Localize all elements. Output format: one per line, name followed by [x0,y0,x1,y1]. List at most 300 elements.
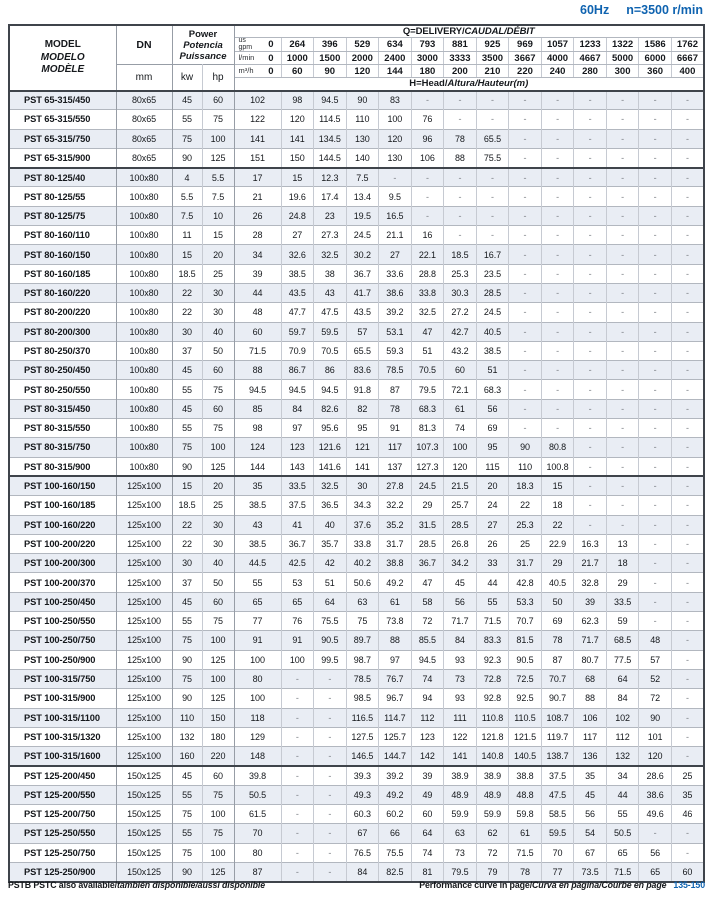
head-value-cell: 100 [444,438,477,457]
head-value-cell: 29 [411,496,444,515]
head-value-cell: - [476,91,509,110]
head-value-cell: 48 [234,303,281,322]
head-value-cell: - [671,361,704,380]
head-value-cell: 36.7 [281,534,314,553]
kw-cell: 90 [172,650,202,669]
hp-cell: 100 [202,843,234,862]
head-value-cell: 32.8 [574,573,607,592]
head-value-cell: - [639,148,672,167]
head-value-cell: - [671,747,704,766]
availability-note: PSTB PSTC also available/también disponible/aussi disponible [8,880,266,890]
head-value-cell: 72 [411,612,444,631]
head-value-cell: - [606,264,639,283]
head-value-cell: - [639,322,672,341]
head-value-cell: 26 [476,534,509,553]
head-value-cell: 118 [234,708,281,727]
head-value-cell: 38.8 [509,766,542,785]
hp-cell: 125 [202,457,234,476]
head-value-cell: 150 [281,148,314,167]
kw-cell: 37 [172,573,202,592]
head-value-cell: - [671,650,704,669]
dn-cell: 150x125 [116,804,172,823]
hp-cell: 10 [202,206,234,225]
head-value-cell: 47.7 [281,303,314,322]
head-value-cell: 51 [314,573,347,592]
head-value-cell: - [671,669,704,688]
head-value-cell: - [639,168,672,187]
head-value-cell: 82 [346,399,379,418]
table-row [9,206,704,225]
head-value-cell: 21.1 [379,226,412,245]
head-value-cell: 78 [541,631,574,650]
model-cell: PST 100-200/300 [9,554,116,573]
head-value-cell: 40.2 [346,554,379,573]
head-value-cell: - [509,399,542,418]
head-value-cell: - [574,110,607,129]
head-value-cell: 67 [346,824,379,843]
power-column-header: Power Potencia Puissance [172,25,234,65]
head-value-cell: 34.2 [444,554,477,573]
head-value-cell: 146.5 [346,747,379,766]
head-value-cell: - [606,341,639,360]
hp-cell: 100 [202,669,234,688]
speed-note [580,3,703,17]
head-value-cell: 23.5 [476,264,509,283]
head-value-cell: - [541,419,574,438]
head-value-cell: - [606,476,639,495]
table-row [9,843,704,862]
dn-cell: 125x100 [116,496,172,515]
hp-cell: 20 [202,245,234,264]
head-value-cell: 99.5 [314,650,347,669]
flow-column-header: 4667 [574,52,607,65]
head-value-cell: 141 [346,457,379,476]
head-value-cell: 71.5 [509,843,542,862]
kw-cell: 55 [172,110,202,129]
hp-cell: 100 [202,438,234,457]
head-value-cell: - [606,110,639,129]
dn-cell: 100x80 [116,283,172,302]
flow-column-header: 240 [541,65,574,78]
head-value-cell: - [639,515,672,534]
head-value-cell: 56 [574,804,607,823]
dn-cell: 125x100 [116,476,172,495]
hp-cell: 50 [202,573,234,592]
head-value-cell: 76.7 [379,669,412,688]
hp-cell: 150 [202,708,234,727]
model-cell: PST 80-160/220 [9,283,116,302]
head-value-cell: - [671,476,704,495]
head-value-cell: - [509,419,542,438]
table-row [9,303,704,322]
head-value-cell: 40 [314,515,347,534]
head-value-cell: - [671,341,704,360]
flow-column-header: 529 [346,38,379,52]
flow-column-header: 2400 [379,52,412,65]
head-value-cell: - [574,496,607,515]
head-value-cell: 71.7 [444,612,477,631]
head-value-cell: - [314,766,347,785]
head-value-cell: 9.5 [379,187,412,206]
head-value-cell: 37.6 [346,515,379,534]
head-value-cell: - [574,91,607,110]
head-value-cell: - [476,168,509,187]
model-column-header: MODEL MODELO MODÈLE [9,25,116,91]
head-value-cell: 60.3 [346,804,379,823]
head-value-cell: - [671,283,704,302]
head-value-cell: - [574,226,607,245]
head-value-cell: 120 [639,747,672,766]
head-value-cell: 101 [639,727,672,746]
head-value-cell: 95 [476,438,509,457]
head-value-cell: 82.6 [314,399,347,418]
flow-column-header: 3667 [509,52,542,65]
head-value-cell: - [671,226,704,245]
kw-cell: 90 [172,689,202,708]
head-value-cell: 56 [444,592,477,611]
head-value-cell: - [606,457,639,476]
head-value-cell: 21.5 [444,476,477,495]
head-value-cell: 32.6 [281,245,314,264]
model-cell: PST 125-250/750 [9,843,116,862]
head-value-cell: 44.5 [234,554,281,573]
flow-column-header: 1000 [281,52,314,65]
head-value-cell: 26 [234,206,281,225]
head-value-cell: - [639,264,672,283]
head-value-cell: 68.5 [606,631,639,650]
head-value-cell: 59.5 [314,322,347,341]
head-value-cell: 121 [346,438,379,457]
head-value-cell: 18 [606,554,639,573]
head-value-cell: 95.6 [314,419,347,438]
head-value-cell: 144.7 [379,747,412,766]
head-value-cell: - [671,322,704,341]
head-value-cell: 30 [346,476,379,495]
head-value-cell: 84 [606,689,639,708]
head-value-cell: 47.5 [314,303,347,322]
head-value-cell: 70.9 [281,341,314,360]
head-value-cell: 80.7 [574,650,607,669]
head-value-cell: - [281,689,314,708]
kw-cell: 55 [172,419,202,438]
head-value-cell: 52 [639,669,672,688]
table-row [9,361,704,380]
head-value-cell: 130 [379,148,412,167]
kw-cell: 55 [172,824,202,843]
head-value-cell: 72.8 [476,669,509,688]
table-row [9,824,704,843]
head-value-cell: - [379,168,412,187]
unit-cell-m3h: m³/h 0 [234,65,281,78]
flow-column-header: 4000 [541,52,574,65]
head-value-cell: 39.2 [379,766,412,785]
kw-cell: 45 [172,361,202,380]
kw-cell: 45 [172,592,202,611]
head-value-cell: 91.8 [346,380,379,399]
head-value-cell: 77.5 [606,650,639,669]
flow-column-header: 1586 [639,38,672,52]
head-value-cell: 22 [541,515,574,534]
dn-cell: 125x100 [116,592,172,611]
head-value-cell: 50.6 [346,573,379,592]
model-cell: PST 80-200/220 [9,303,116,322]
hp-cell: 125 [202,689,234,708]
head-value-cell: 144 [234,457,281,476]
hp-cell: 60 [202,592,234,611]
head-value-cell: - [671,419,704,438]
head-value-cell: 34 [234,245,281,264]
head-value-cell: - [411,206,444,225]
head-value-cell: - [574,264,607,283]
head-value-cell: 63 [346,592,379,611]
dn-unit-mm: mm [116,65,172,91]
hp-cell: 30 [202,303,234,322]
head-value-cell: 75.5 [379,843,412,862]
dn-cell: 100x80 [116,187,172,206]
head-value-cell: 64 [314,592,347,611]
head-value-cell: 73 [444,669,477,688]
head-value-cell: 43.2 [444,341,477,360]
head-value-cell: 24 [476,496,509,515]
model-cell: PST 100-200/220 [9,534,116,553]
head-value-cell: 141 [444,747,477,766]
m3h-unit-label: m³/h [238,65,254,75]
kw-cell: 90 [172,862,202,881]
kw-cell: 75 [172,843,202,862]
dn-cell: 125x100 [116,631,172,650]
kw-cell: 30 [172,554,202,573]
head-value-cell: 151 [234,148,281,167]
head-value-cell: 61 [444,399,477,418]
model-cell: PST 80-200/300 [9,322,116,341]
head-value-cell: 50.5 [234,785,281,804]
head-value-cell: 85.5 [411,631,444,650]
hp-cell: 40 [202,554,234,573]
head-value-cell: - [314,727,347,746]
head-value-cell: - [509,264,542,283]
head-value-cell: 93 [444,650,477,669]
head-value-cell: - [281,785,314,804]
head-value-cell: 32.2 [379,496,412,515]
head-value-cell: 91 [281,631,314,650]
head-value-cell: 90 [639,708,672,727]
head-value-cell: - [671,843,704,862]
kw-cell: 18.5 [172,264,202,283]
head-value-cell: 98 [281,91,314,110]
head-value-cell: - [639,573,672,592]
hp-cell: 180 [202,727,234,746]
flow-column-header: 6000 [639,52,672,65]
head-value-cell: - [509,168,542,187]
head-value-cell: 116.5 [346,708,379,727]
head-value-cell: 57 [346,322,379,341]
table-row [9,91,704,110]
hp-cell: 15 [202,226,234,245]
head-value-cell: 61 [379,592,412,611]
head-value-cell: 34 [606,766,639,785]
dn-cell: 125x100 [116,727,172,746]
table-row [9,226,704,245]
head-value-cell: - [411,91,444,110]
head-value-cell: 78 [509,862,542,881]
head-value-cell: 98.7 [346,650,379,669]
head-value-cell: - [476,226,509,245]
head-value-cell: 37.5 [281,496,314,515]
head-value-cell: 132 [606,747,639,766]
head-value-cell: - [541,361,574,380]
head-value-cell: 71.5 [476,612,509,631]
head-value-cell: 120 [444,457,477,476]
head-value-cell: - [574,303,607,322]
head-value-cell: - [606,226,639,245]
hp-cell: 60 [202,766,234,785]
head-value-cell: 28.5 [411,534,444,553]
dn-cell: 100x80 [116,322,172,341]
dn-cell: 125x100 [116,534,172,553]
head-value-cell: 42.7 [444,322,477,341]
head-value-cell: 115 [476,457,509,476]
head-value-cell: 98.5 [346,689,379,708]
head-value-cell: 51 [411,341,444,360]
head-value-cell: 68 [574,669,607,688]
dn-cell: 150x125 [116,785,172,804]
head-value-cell: - [541,91,574,110]
head-value-cell: 75 [346,612,379,631]
hp-cell: 25 [202,496,234,515]
head-value-cell: 27.3 [314,226,347,245]
head-value-cell: - [574,476,607,495]
head-value-cell: 32.5 [314,476,347,495]
head-value-cell: 28.5 [444,515,477,534]
head-value-cell: 73.8 [379,612,412,631]
head-value-cell: - [509,206,542,225]
head-value-cell: - [606,206,639,225]
kw-cell: 5.5 [172,187,202,206]
table-row [9,283,704,302]
model-cell: PST 80-250/370 [9,341,116,360]
head-value-cell: 87 [541,650,574,669]
head-value-cell: 92.5 [509,689,542,708]
model-cell: PST 80-250/450 [9,361,116,380]
head-value-cell: 60.2 [379,804,412,823]
head-value-cell: 88 [379,631,412,650]
head-value-cell: - [639,476,672,495]
head-value-cell: 24.5 [346,226,379,245]
table-row [9,766,704,785]
head-value-cell: - [606,283,639,302]
dn-column-header: DN [116,25,172,65]
kw-cell: 4 [172,168,202,187]
flow-column-header: 1322 [606,38,639,52]
kw-cell: 110 [172,708,202,727]
head-value-cell: - [671,824,704,843]
head-value-cell: - [671,129,704,148]
head-value-cell: 53.3 [509,592,542,611]
kw-cell: 11 [172,226,202,245]
head-value-cell: 30.3 [444,283,477,302]
head-value-cell: 80 [234,669,281,688]
head-value-cell: 96.7 [379,689,412,708]
dn-cell: 100x80 [116,399,172,418]
head-value-cell: 84 [444,631,477,650]
head-value-cell: 123 [281,438,314,457]
head-value-cell: 140.8 [476,747,509,766]
head-value-cell: 90.5 [509,650,542,669]
head-value-cell: - [509,283,542,302]
table-row [9,341,704,360]
table-row [9,650,704,669]
head-value-cell: 69 [541,612,574,631]
head-value-cell: 86 [314,361,347,380]
table-row [9,148,704,167]
flow-column-header: 1233 [574,38,607,52]
lmin-unit-label: l/min [238,52,255,62]
hp-cell: 75 [202,419,234,438]
table-row [9,419,704,438]
head-value-cell: 100 [281,650,314,669]
head-value-cell: 141 [234,129,281,148]
model-cell: PST 65-315/450 [9,91,116,110]
table-row [9,689,704,708]
head-value-cell: 38.9 [476,766,509,785]
head-value-cell: 21.7 [574,554,607,573]
table-row [9,708,704,727]
head-value-cell: 24.5 [411,476,444,495]
head-value-cell: 83.3 [476,631,509,650]
head-value-cell: 111 [444,708,477,727]
delivery-title: Q=DELIVERY/CAUDAL/DÉBIT [234,25,704,38]
head-value-cell: 27.2 [444,303,477,322]
dn-cell: 100x80 [116,380,172,399]
head-value-cell: - [541,380,574,399]
head-value-cell: 58 [411,592,444,611]
head-value-cell: 22.9 [541,534,574,553]
kw-cell: 55 [172,612,202,631]
head-value-cell: 148 [234,747,281,766]
head-value-cell: - [541,322,574,341]
head-value-cell: 17 [234,168,281,187]
rotation-speed-label: n=3500 r/min [626,3,703,17]
head-value-cell: 25 [671,766,704,785]
head-value-cell: 47 [411,573,444,592]
head-value-cell: 77 [234,612,281,631]
head-value-cell: - [639,91,672,110]
model-cell: PST 100-250/900 [9,650,116,669]
head-value-cell: - [574,187,607,206]
unit-cell-lmin: l/min 0 [234,52,281,65]
head-value-cell: - [541,341,574,360]
head-value-cell: - [509,129,542,148]
head-value-cell: - [541,399,574,418]
head-value-cell: 16.7 [476,245,509,264]
head-value-cell: - [671,515,704,534]
head-value-cell: - [639,361,672,380]
model-cell: PST 80-125/40 [9,168,116,187]
head-value-cell: 81.3 [411,419,444,438]
flow-column-header: 300 [606,65,639,78]
head-value-cell: 33.8 [346,534,379,553]
head-value-cell: 72.1 [444,380,477,399]
head-value-cell: 120 [379,129,412,148]
head-value-cell: 70 [541,843,574,862]
model-cell: PST 80-125/75 [9,206,116,225]
head-value-cell: - [671,380,704,399]
head-value-cell: 102 [606,708,639,727]
head-value-cell: 48 [639,631,672,650]
hp-cell: 75 [202,785,234,804]
dn-cell: 125x100 [116,612,172,631]
head-value-cell: 27 [476,515,509,534]
